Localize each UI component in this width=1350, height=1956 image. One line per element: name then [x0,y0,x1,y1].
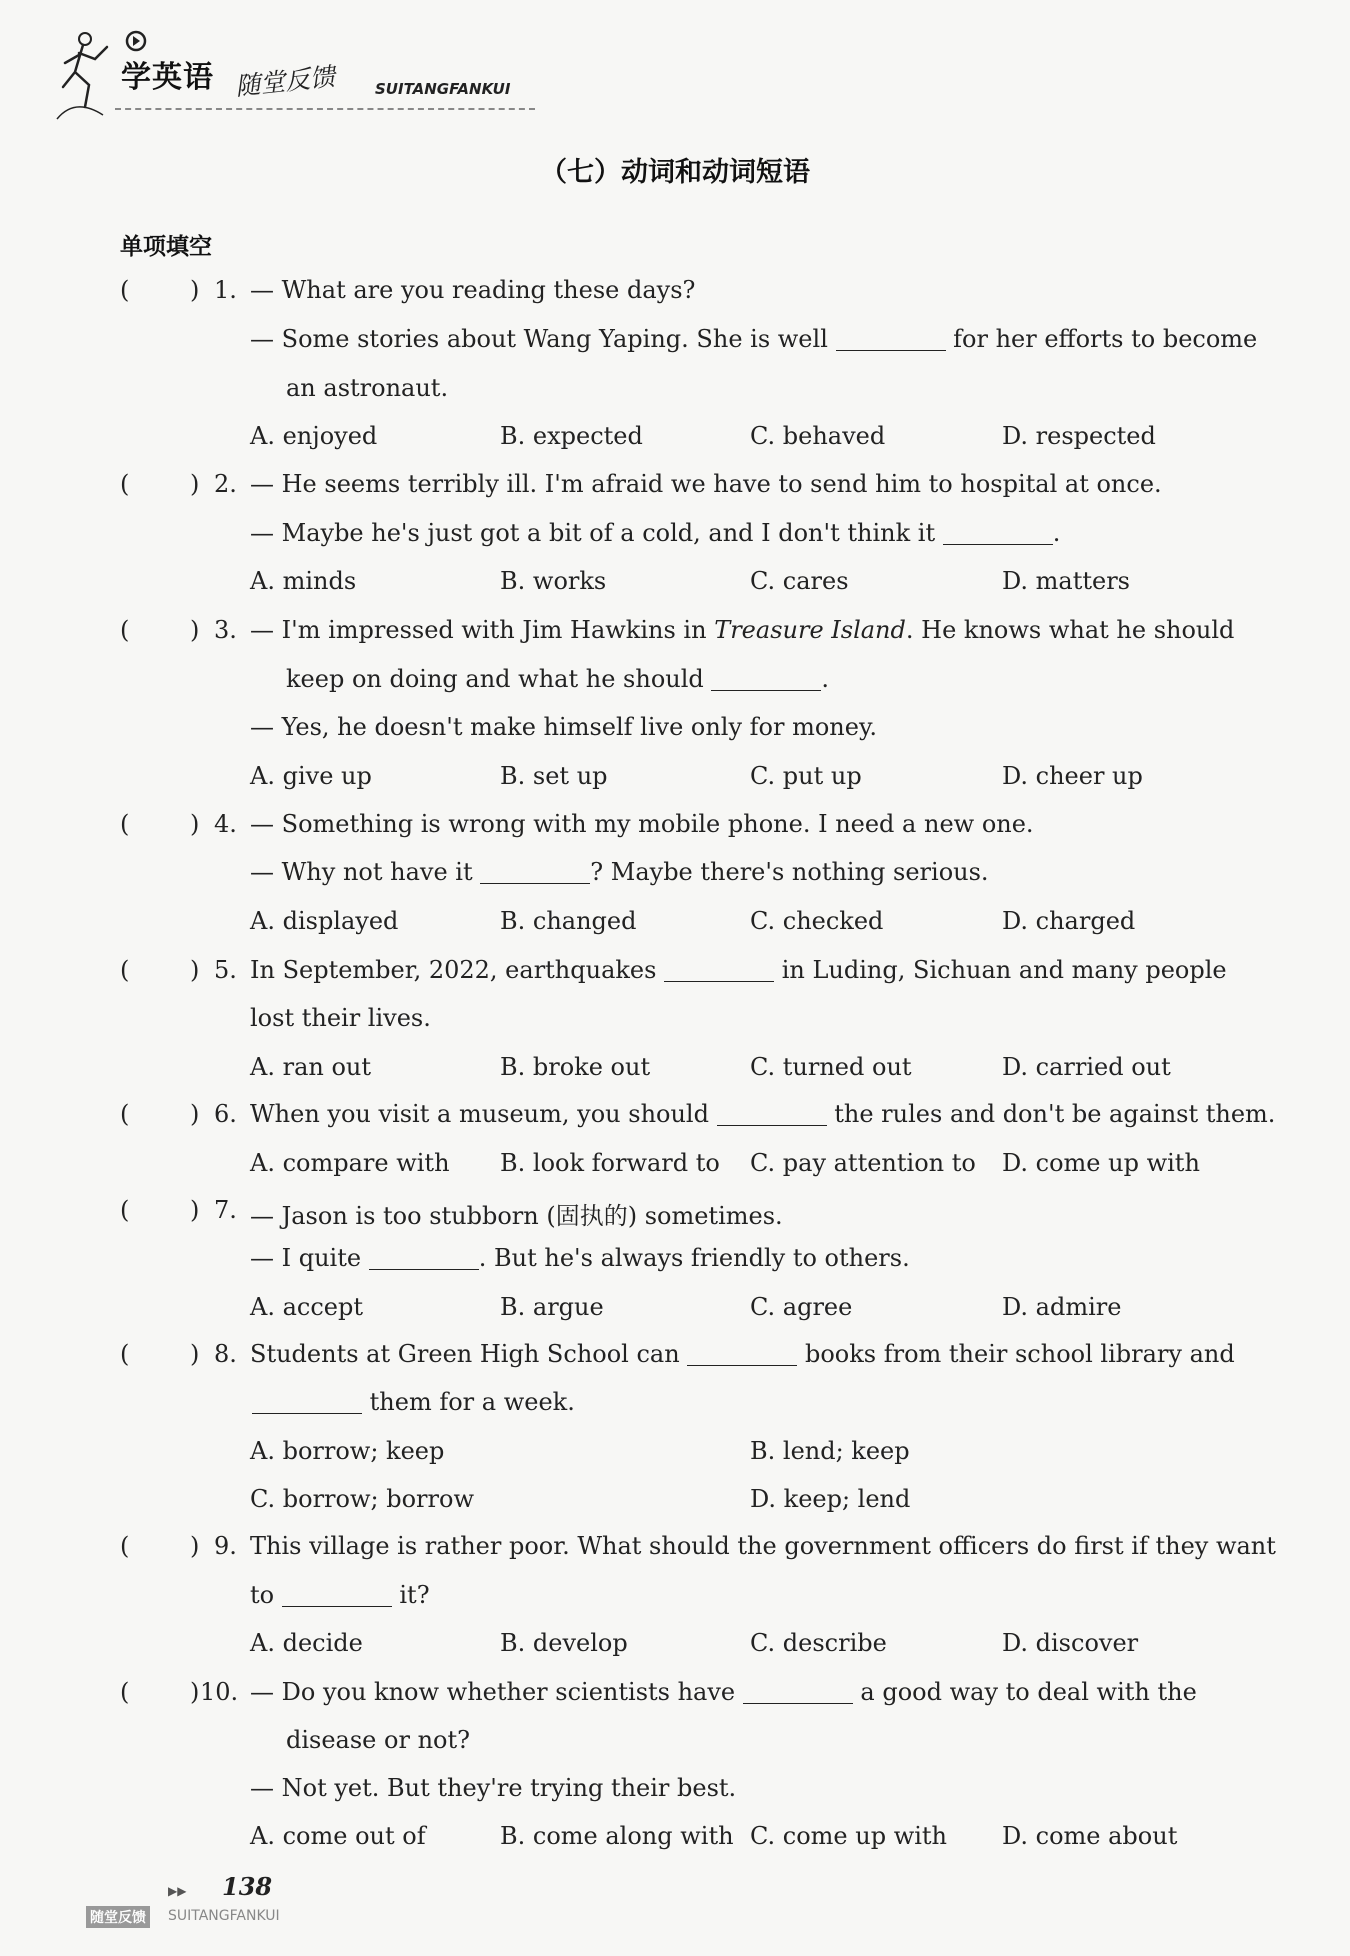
question-number: 7. [214,1196,237,1224]
answer-paren[interactable]: ( [120,810,130,838]
question-line: them for a week. [252,1388,575,1416]
question-line: Students at Green High School can books from their school library and [250,1340,1235,1368]
answer-paren[interactable]: ( [120,1196,130,1224]
answer-blank[interactable] [743,1679,853,1704]
question-line: lost their lives. [250,1004,431,1032]
question-number: 2. [214,470,237,498]
option-c[interactable]: C. turned out [750,1053,912,1081]
option-d[interactable]: D. keep; lend [750,1485,911,1513]
section-subtitle: 单项填空 [120,234,212,260]
option-b[interactable]: B. set up [500,762,608,790]
answer-blank[interactable] [711,666,821,691]
question-line: — He seems terribly ill. I'm afraid we have to send him to hospital at once. [250,470,1162,498]
option-a[interactable]: A. ran out [250,1053,372,1081]
option-a[interactable]: A. compare with [250,1149,450,1177]
brand-title: 学英语 [121,60,214,95]
option-d[interactable]: D. matters [1002,567,1130,595]
question-line: to it? [250,1581,430,1609]
footer-label: 随堂反馈 [86,1906,150,1928]
question-line: — I quite . But he's always friendly to others. [250,1244,910,1272]
option-b[interactable]: B. develop [500,1629,628,1657]
option-b[interactable]: B. look forward to [500,1149,720,1177]
question-line: When you visit a museum, you should the rules and don't be against them. [250,1100,1276,1128]
option-c[interactable]: C. describe [750,1629,887,1657]
option-a[interactable]: A. borrow; keep [250,1437,445,1465]
question-number: 5. [214,956,237,984]
answer-paren[interactable]: ( [120,956,130,984]
option-b[interactable]: B. argue [500,1293,604,1321]
play-circle-icon [125,30,147,52]
answer-blank[interactable] [282,1582,392,1607]
answer-paren[interactable]: ( [120,276,130,304]
answer-blank[interactable] [252,1389,362,1414]
brand-subtitle: 随堂反馈 [233,61,337,102]
question-line: — I'm impressed with Jim Hawkins in Treasure Island. He knows what he should [250,616,1235,644]
answer-paren[interactable]: ( [120,1532,130,1560]
option-c[interactable]: C. agree [750,1293,853,1321]
option-d[interactable]: D. carried out [1002,1053,1171,1081]
question-line: — What are you reading these days? [250,276,696,304]
question-line: — Not yet. But they're trying their best. [250,1774,737,1802]
option-c[interactable]: C. come up with [750,1822,948,1850]
answer-paren[interactable]: ( [120,1340,130,1368]
option-b[interactable]: B. lend; keep [750,1437,910,1465]
option-b[interactable]: B. come along with [500,1822,734,1850]
header-logo [55,22,555,122]
question-number: 1. [214,276,237,304]
answer-paren[interactable]: ( [120,470,130,498]
question-number: 3. [214,616,237,644]
option-a[interactable]: A. enjoyed [250,422,378,450]
question-number: 10. [200,1678,239,1706]
section-title: （七）动词和动词短语 [540,157,810,188]
option-a[interactable]: A. accept [250,1293,363,1321]
option-a[interactable]: A. come out of [250,1822,426,1850]
answer-blank[interactable] [717,1101,827,1126]
answer-blank[interactable] [369,1245,479,1270]
question-line: an astronaut. [286,374,449,402]
question-line: This village is rather poor. What should the government officers do first if they want [250,1532,1276,1560]
double-arrow-icon: ▶▶ [168,1884,187,1898]
option-c[interactable]: C. pay attention to [750,1149,976,1177]
option-c[interactable]: C. behaved [750,422,886,450]
answer-blank[interactable] [687,1341,797,1366]
question-line: — Some stories about Wang Yaping. She is well for her efforts to become [250,325,1258,353]
question-number: 8. [214,1340,237,1368]
option-d[interactable]: D. charged [1002,907,1136,935]
option-d[interactable]: D. discover [1002,1629,1139,1657]
page-number: 138 [222,1872,273,1901]
option-b[interactable]: B. broke out [500,1053,651,1081]
option-d[interactable]: D. admire [1002,1293,1122,1321]
answer-blank[interactable] [943,520,1053,545]
question-number: 6. [214,1100,237,1128]
option-d[interactable]: D. come up with [1002,1149,1200,1177]
question-line: — Do you know whether scientists have a good way to deal with the [250,1678,1197,1706]
option-a[interactable]: A. displayed [250,907,399,935]
answer-paren[interactable]: ( [120,1678,130,1706]
question-line: disease or not? [286,1726,470,1754]
option-c[interactable]: C. borrow; borrow [250,1485,474,1513]
answer-blank[interactable] [664,957,774,982]
option-d[interactable]: D. cheer up [1002,762,1143,790]
option-a[interactable]: A. minds [250,567,357,595]
answer-blank[interactable] [480,859,590,884]
question-line: — Something is wrong with my mobile phone. I need a new one. [250,810,1034,838]
answer-blank[interactable] [836,326,946,351]
question-line: In September, 2022, earthquakes in Luding, Sichuan and many people [250,956,1227,984]
answer-paren[interactable]: ( [120,1100,130,1128]
option-c[interactable]: C. checked [750,907,884,935]
option-b[interactable]: B. expected [500,422,643,450]
option-c[interactable]: C. cares [750,567,849,595]
answer-paren[interactable]: ( [120,616,130,644]
header-divider [115,108,535,110]
question-number: 4. [214,810,237,838]
option-b[interactable]: B. works [500,567,607,595]
option-a[interactable]: A. give up [250,762,372,790]
question-line: — Jason is too stubborn (固执的) sometimes. [250,1202,783,1230]
option-c[interactable]: C. put up [750,762,862,790]
option-d[interactable]: D. come about [1002,1822,1178,1850]
brand-pinyin: SUITANGFANKUI [375,80,511,98]
question-line: — Yes, he doesn't make himself live only for money. [250,713,877,741]
question-line: keep on doing and what he should . [286,665,830,693]
option-b[interactable]: B. changed [500,907,637,935]
question-line: — Why not have it ? Maybe there's nothing serious. [250,858,989,886]
option-d[interactable]: D. respected [1002,422,1156,450]
footer-pinyin: SUITANGFANKUI [168,1908,280,1924]
option-a[interactable]: A. decide [250,1629,363,1657]
question-number: 9. [214,1532,237,1560]
question-line: — Maybe he's just got a bit of a cold, and I don't think it . [250,519,1061,547]
